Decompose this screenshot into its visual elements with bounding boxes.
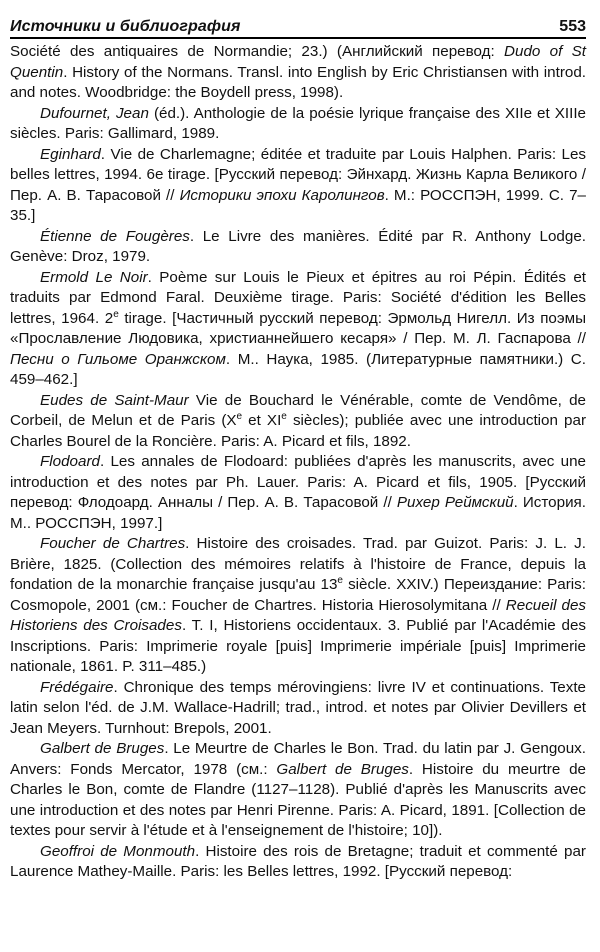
entry-author: Frédégaire: [40, 678, 114, 696]
superscript: e: [113, 308, 119, 320]
entry-author: Eudes de Saint-Maur: [40, 391, 189, 409]
bibliography-entry: Dufournet, Jean (éd.). Anthologie de la poésie lyrique française des XIIe et XIIIe siècles. Paris: Gallimard, 1989.: [10, 104, 586, 142]
entry-author: Dufournet, Jean: [40, 104, 149, 122]
bibliography-entry: Geoffroi de Monmouth. Histoire des rois de Bretagne; traduit et commenté par Laurence Mathey-Maille. Paris: les Belles lettres, 1992. [Русский перевод:: [10, 842, 586, 880]
work-title: Песни о Гильоме Оранжском: [10, 350, 226, 368]
bibliography-entry: Galbert de Bruges. Le Meurtre de Charles le Bon. Trad. du latin par J. Gengoux. Anvers: Fonds Mercator, 1978 (см.: Galbert de Bruges. Histoire du meurtre de Charles le Bon, comte de Flandre (1127–1128). Publié d'après les Manuscrits avec une introduction et des notes par Henri Pirenne. Paris: A. Picard, 1891. [Collection de textes pour servir à l'étude et à l'enseignement de l'histoire; 10]).: [10, 740, 586, 839]
entry-author: Foucher de Chartres: [40, 535, 186, 552]
entry-author: Galbert de Bruges: [40, 740, 165, 757]
bibliography-entry: Eudes de Saint-Maur Vie de Bouchard le Vénérable, comte de Vendôme, de Corbeil, de Melun et de Paris (Xe et XIe siècles); publiée avec une introduction par Charles Bourel de la Roncière. Paris: A. Picard et fils, 1892.: [10, 391, 586, 450]
superscript: e: [236, 410, 243, 422]
bibliography-entry: Eginhard. Vie de Charlemagne; éditée et traduite par Louis Halphen. Paris: Les belles lettres, 1994. 6e tirage. [Русский перевод: Эйнхард. Жизнь Карла Великого / Пер. А. В. Тарасовой // Историки эпохи Каролингов. М.: РОССПЭН, 1999. С. 7–35.]: [10, 145, 586, 224]
work-title: Galbert de Bruges: [276, 760, 409, 778]
bibliography-entry: Société des antiquaires de Normandie; 23.) (Английский перевод: Dudo of St Quentin. History of the Normans. Transl. into English by Eric Christiansen with introd. and notes. Woodbridge: the Boydell press, 1998).: [10, 43, 586, 101]
page-number: 553: [559, 18, 586, 35]
entry-author: Ermold Le Noir: [40, 268, 148, 286]
bibliography-entry: Étienne de Fougères. Le Livre des manières. Édité par R. Anthony Lodge. Genève: Droz, 1979.: [10, 227, 586, 265]
superscript: e: [337, 574, 343, 586]
entry-author: Flodoard: [40, 453, 100, 470]
work-title: Dudo of St Quentin: [10, 43, 586, 81]
bibliography-entry: Frédégaire. Chronique des temps mérovingiens: livre IV et continuations. Texte latin selon l'éd. de J.M. Wallace-Hadrill; trad., introd. et notes par Olivier Devillers et Jean Meyers. Turnhout: Brepols, 2001.: [10, 678, 586, 737]
bibliography-entry: Flodoard. Les annales de Flodoard: publiées d'après les manuscrits, avec une introduction et des notes par Ph. Lauer. Paris: A. Picard et fils, 1905. [Русский перевод: Флодоард. Анналы / Пер. А. В. Тарасовой // Рихер Реймский. История. М.. РОССПЭН, 1997.]: [10, 453, 586, 532]
running-title: Источники и библиография: [10, 18, 241, 35]
superscript: e: [281, 410, 287, 422]
running-header: [10, 6, 586, 36]
bibliography-entry: Foucher de Chartres. Histoire des croisades. Trad. par Guizot. Paris: J. L. J. Brière, 1825. (Collection des mémoires relatifs à l'histoire de France, depuis la fondation de la monarchie française jusqu'au 13e siècle. XXIV.) Переиздание: Paris: Cosmopole, 2001 (см.: Foucher de Chartres. Historia Hierosolymitana // Recueil des Historiens des Croisades. T. I, Historiens occidentaux. 3. Publié par l'Académie des Inscriptions. Paris: Imprimerie royale [puis] Imprimerie impériale [puis] Imprimerie nationale, 1861. P. 311–485.): [10, 535, 586, 675]
work-title: Recueil des Historiens des Croisades: [10, 596, 586, 634]
entry-author: Étienne de Fougères: [40, 227, 190, 245]
header-rule: [10, 37, 586, 39]
work-title: Историки эпохи Каролингов: [179, 186, 385, 204]
bibliography-entry: Ermold Le Noir. Poème sur Louis le Pieux et épitres au roi Pépin. Édités et traduits par Edmond Faral. Deuxième tirage. Paris: Société d'édition les Belles lettres, 1964. 2e tirage. [Частичный русский перевод: Эрмольд Нигелл. Из поэмы «Прославление Людовика, христианнейшего кесаря» / Пер. М. Л. Гаспарова // Песни о Гильоме Оранжском. М.. Наука, 1985. (Литературные памятники.) С. 459–462.]: [10, 268, 586, 388]
bibliography-body: [10, 42, 586, 883]
work-title: Рихер Реймский: [396, 494, 514, 511]
entry-author: Eginhard: [40, 145, 101, 163]
entry-author: Geoffroi de Monmouth: [40, 842, 196, 860]
